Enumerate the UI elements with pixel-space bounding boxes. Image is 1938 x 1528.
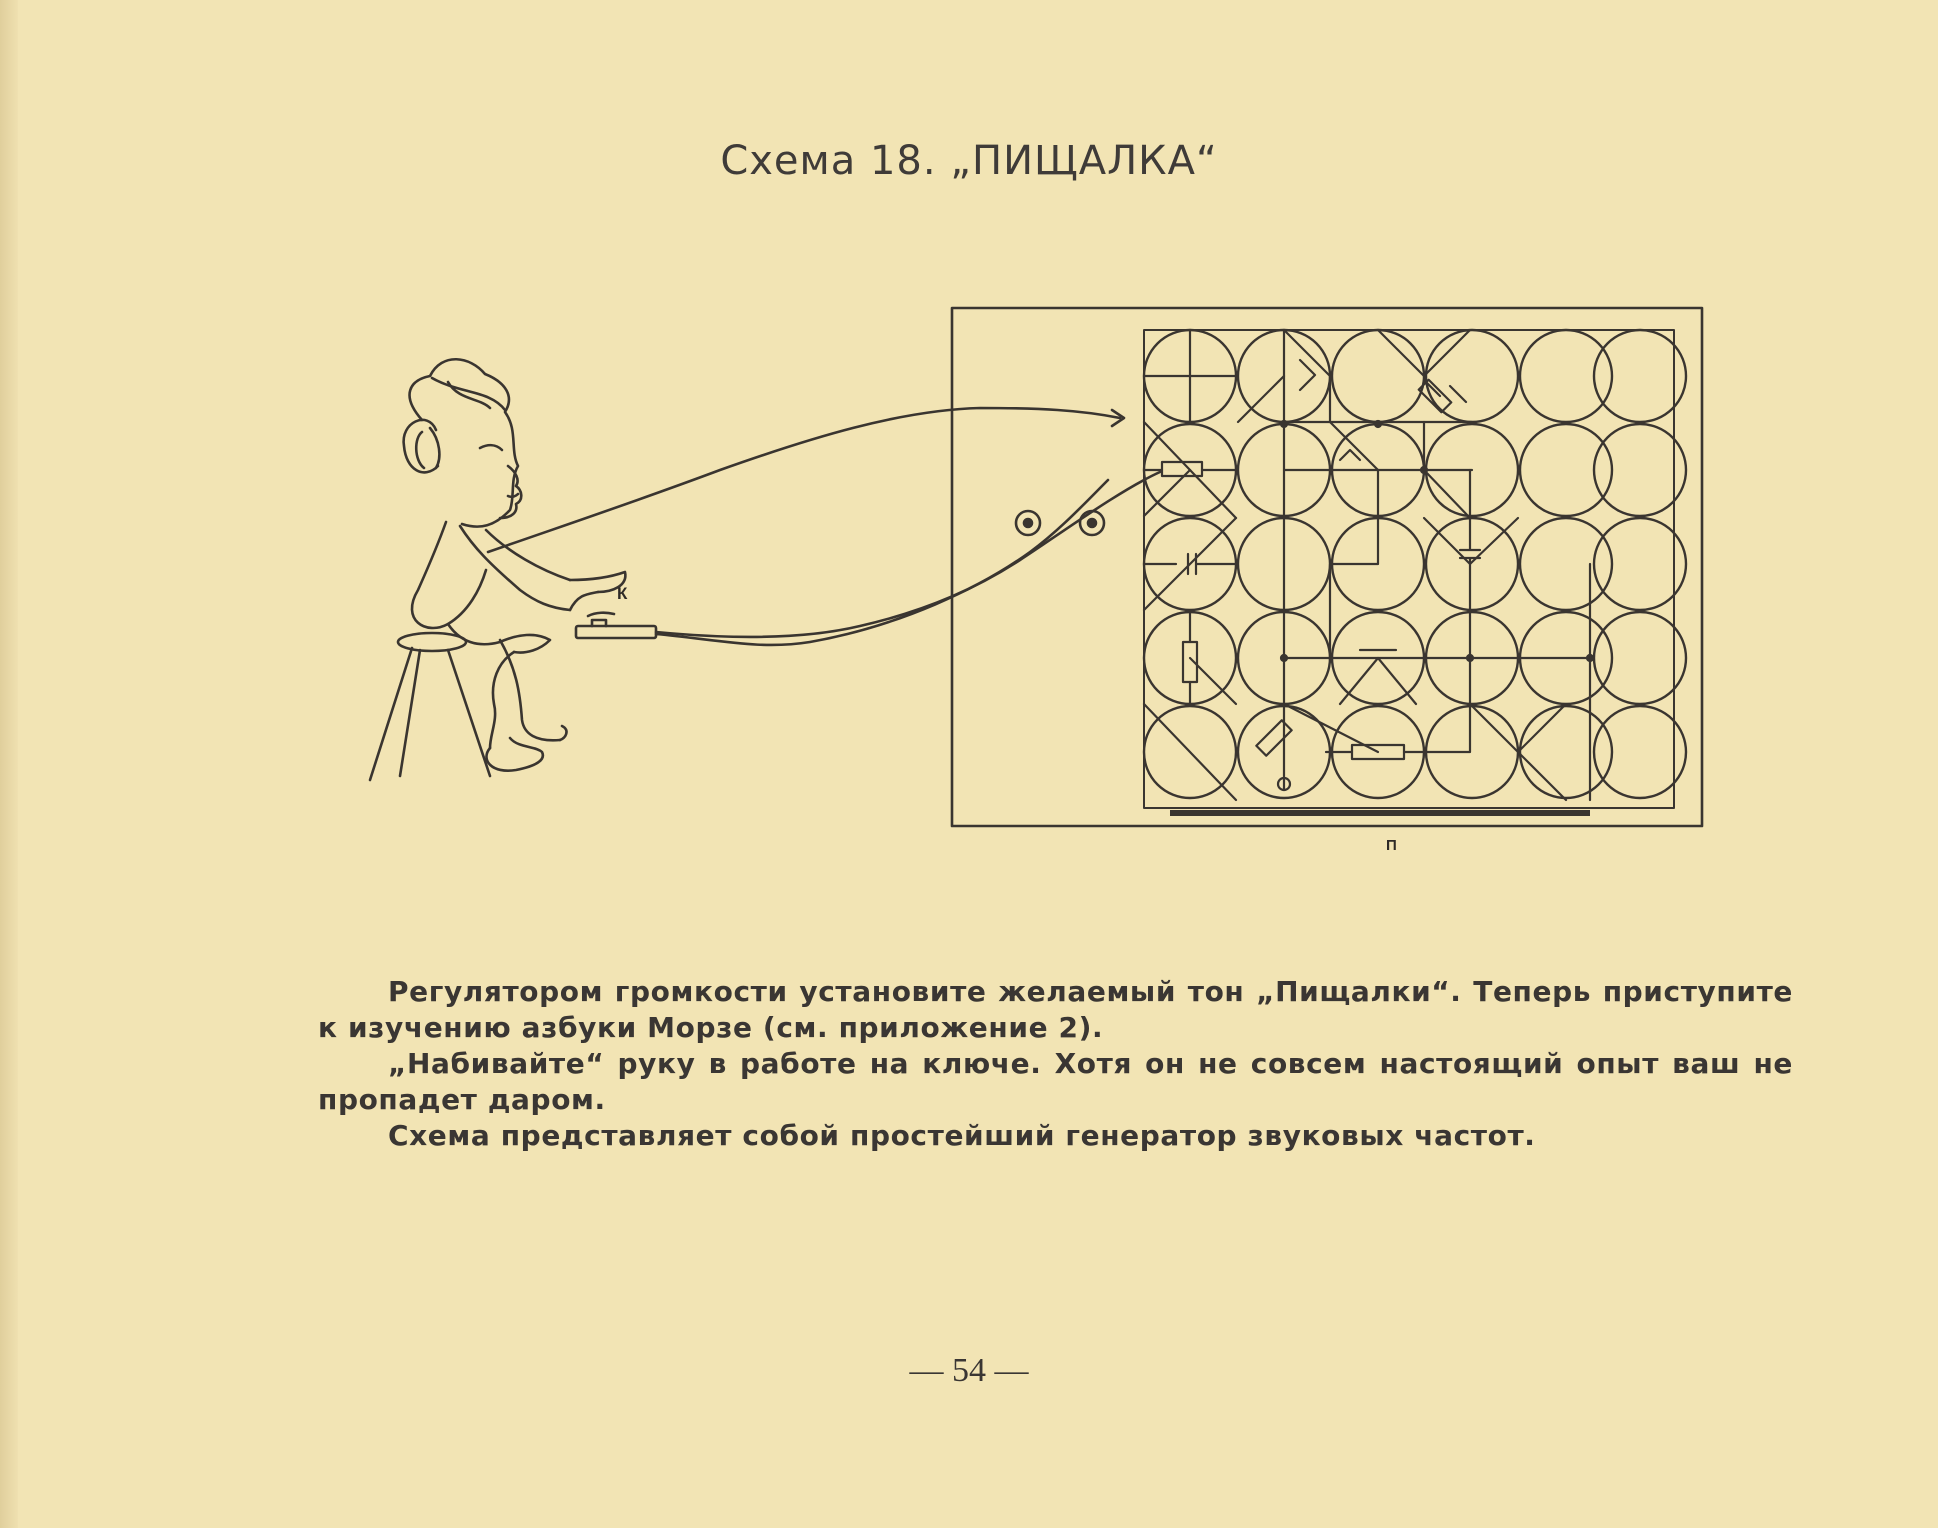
illustration	[340, 290, 1740, 870]
bar-label: П	[1386, 837, 1397, 854]
page-number: — 54 —	[909, 1352, 1029, 1389]
boy-figure	[370, 359, 628, 780]
paragraph: „Набивайте“ руку в работе на ключе. Хотя он не совсем настоящий опыт ваш не пропадет даром.	[318, 1047, 1793, 1116]
paragraph: Схема представляет собой простейший генератор звуковых частот.	[388, 1119, 1536, 1152]
paragraph: Регулятором громкости установите желаемый тон „Пищалки“. Теперь приступите к изучению азбуки Морзе (см. приложение 2).	[318, 975, 1793, 1044]
wires	[488, 408, 1160, 645]
key-label: К	[617, 584, 628, 603]
page-title: Схема 18. „ПИЩАЛКА“	[720, 138, 1218, 184]
page-edge	[0, 0, 18, 1528]
body-text	[318, 974, 1793, 1154]
terminals	[1016, 511, 1104, 535]
bottom-bar	[1170, 810, 1590, 816]
morse-key	[576, 613, 656, 638]
